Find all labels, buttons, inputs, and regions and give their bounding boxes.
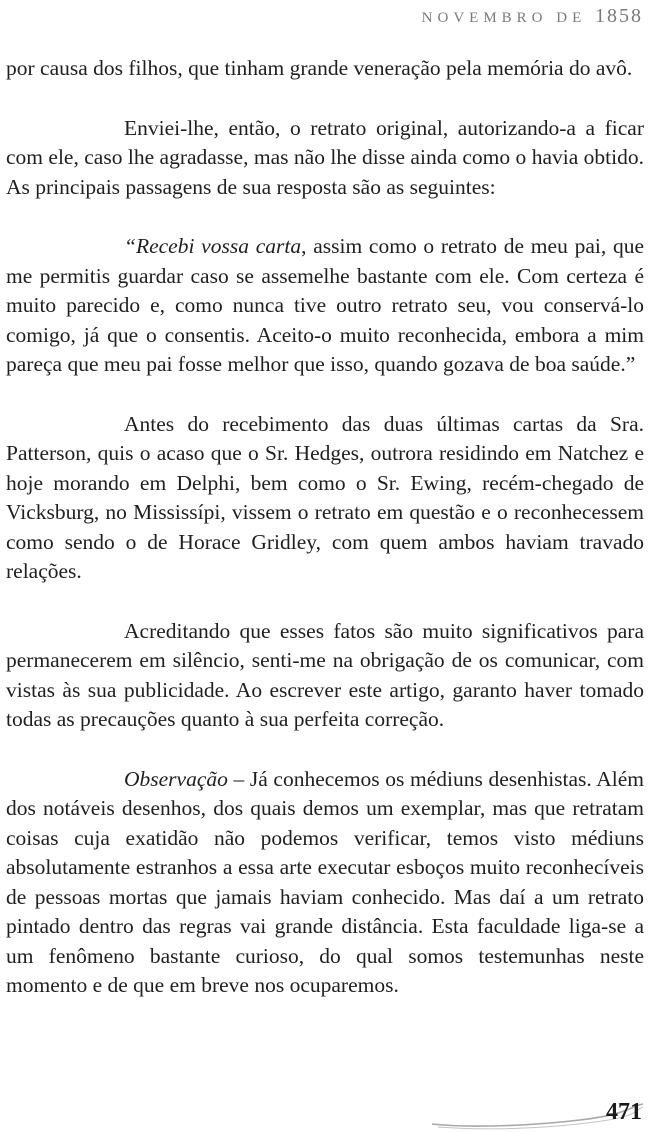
header-year: 1858 [595,5,643,27]
paragraph-antes [6,410,644,587]
paragraph-quoted-letter [6,232,644,380]
italic-lead: “Recebi vossa carta [124,234,302,258]
paragraph-text: por causa dos filhos, que tinham grande veneração pela memória do avô. [6,56,633,80]
paragraph-observacao [6,765,644,1001]
paragraph-continuation [6,54,644,84]
page-number: 471 [606,1099,642,1125]
paragraph-text: Acreditando que esses fatos são muito significativos para permanecerem em silêncio, senti-me na obrigação de os comunicar, com vistas às sua publicidade. Ao escrever este artigo, garanto haver tomado todas as precauções quanto à sua perfeita correção. [6,618,644,731]
italic-lead: Observação [124,766,228,791]
paragraph-enviei [6,114,644,203]
paragraph-text: – Já conhecemos os médiuns desenhistas. Além dos notáveis desenhos, dos quais demos um exemplar, mas que retratam coisas cuja exatidão não podemos verificar, temos visto médiuns absolutamente estranhos a essa arte executar esboços muito reconhecíveis de pessoas mortas que jamais haviam conhecido. Mas daí a um retrato pintado dentro das regras vai grande distância. Esta faculdade liga-se a um fenômeno bastante curioso, do qual somos testemunhas neste momento e de que em breve nos ocuparemos. [6,766,644,997]
paragraph-text: , assim como o retrato de meu pai, que me permitis guardar caso se assemelhe bastante com ele. Com certeza é muito parecido e, como nunca tive outro retrato seu, vou conservá-lo comigo, já que o consentis. Aceito-o muito reconhecida, embora a mim pareça que meu pai fosse melhor que isso, quando gozava de boa saúde.” [6,234,644,376]
body-text [6,54,644,1001]
running-header [422,5,643,28]
paragraph-text: Antes do recebimento das duas últimas cartas da Sra. Patterson, quis o acaso que o Sr. Hedges, outrora residindo em Natchez e hoje morando em Delphi, bem como o Sr. Ewing, recém-chegado de Vicksburg, no Mississípi, vissem o retrato em questão e o reconhecessem como sendo o de Horace Gridley, com quem ambos haviam travado relações. [6,411,644,583]
paragraph-acreditando [6,617,644,735]
paragraph-text: Enviei-lhe, então, o retrato original, autorizando-a a ficar com ele, caso lhe agradasse, mas não lhe disse ainda como o havia obtido. As principais passagens de sua resposta são as seguintes: [6,115,644,199]
header-month-label: NOVEMBRO DE [421,10,587,26]
